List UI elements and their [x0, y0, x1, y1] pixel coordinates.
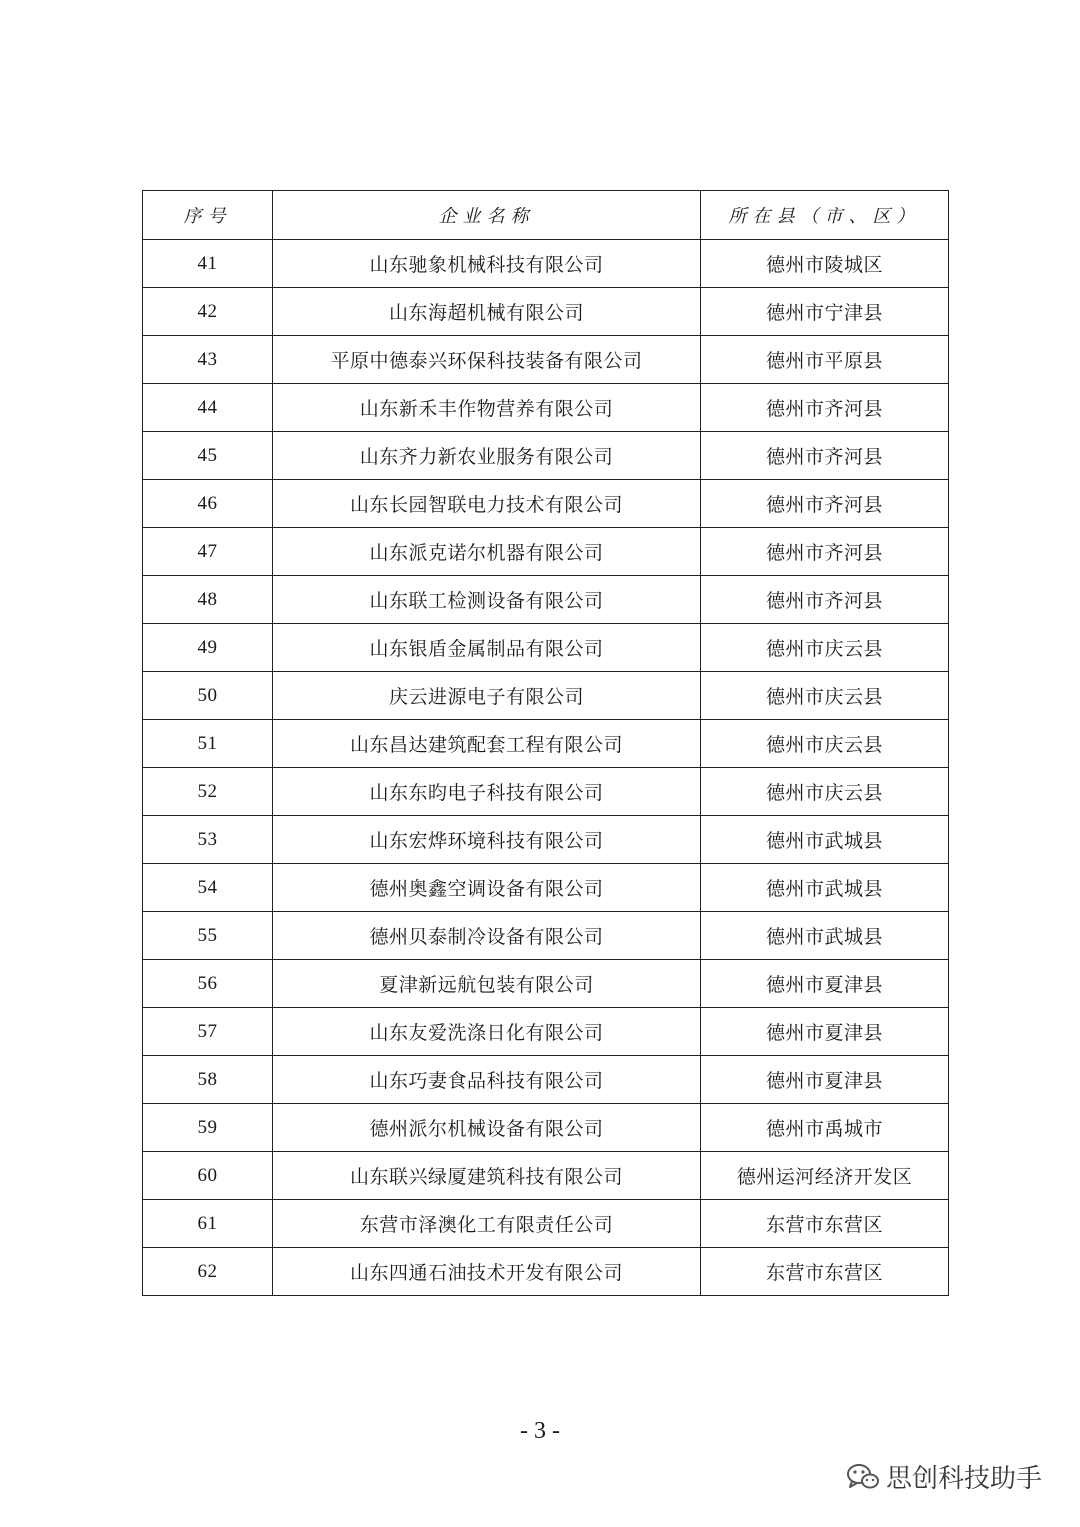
wechat-icon — [846, 1462, 880, 1492]
cell-no: 46 — [143, 480, 273, 528]
cell-no: 58 — [143, 1056, 273, 1104]
cell-location: 德州市夏津县 — [701, 1056, 949, 1104]
cell-location: 德州市夏津县 — [701, 1008, 949, 1056]
table-row — [143, 864, 949, 912]
cell-name: 山东长园智联电力技术有限公司 — [273, 480, 701, 528]
cell-name: 山东齐力新农业服务有限公司 — [273, 432, 701, 480]
cell-location: 德州市齐河县 — [701, 576, 949, 624]
cell-no: 44 — [143, 384, 273, 432]
cell-name: 山东联兴绿厦建筑科技有限公司 — [273, 1152, 701, 1200]
cell-location: 德州市庆云县 — [701, 672, 949, 720]
table-body — [143, 240, 949, 1296]
cell-name: 山东东昀电子科技有限公司 — [273, 768, 701, 816]
table-header-row — [143, 191, 949, 240]
cell-no: 54 — [143, 864, 273, 912]
table-row — [143, 1056, 949, 1104]
cell-location: 德州市武城县 — [701, 816, 949, 864]
watermark — [846, 1458, 1042, 1495]
cell-name: 山东四通石油技术开发有限公司 — [273, 1248, 701, 1296]
table-row — [143, 336, 949, 384]
cell-no: 52 — [143, 768, 273, 816]
table-row — [143, 384, 949, 432]
page-number: - 3 - — [520, 1418, 560, 1444]
cell-location: 德州市齐河县 — [701, 432, 949, 480]
table-row — [143, 768, 949, 816]
cell-location: 德州市齐河县 — [701, 528, 949, 576]
cell-location: 德州市齐河县 — [701, 480, 949, 528]
cell-name: 德州贝泰制冷设备有限公司 — [273, 912, 701, 960]
cell-location: 德州市平原县 — [701, 336, 949, 384]
cell-no: 57 — [143, 1008, 273, 1056]
table-row — [143, 1104, 949, 1152]
table-row — [143, 720, 949, 768]
cell-location: 德州市宁津县 — [701, 288, 949, 336]
table-row — [143, 912, 949, 960]
cell-no: 43 — [143, 336, 273, 384]
cell-name: 平原中德泰兴环保科技装备有限公司 — [273, 336, 701, 384]
table-row — [143, 1152, 949, 1200]
table-row — [143, 624, 949, 672]
cell-name: 山东联工检测设备有限公司 — [273, 576, 701, 624]
table-row — [143, 576, 949, 624]
cell-name: 山东昌达建筑配套工程有限公司 — [273, 720, 701, 768]
cell-name: 东营市泽澳化工有限责任公司 — [273, 1200, 701, 1248]
cell-name: 山东巧妻食品科技有限公司 — [273, 1056, 701, 1104]
cell-location: 德州市庆云县 — [701, 624, 949, 672]
cell-location: 德州市庆云县 — [701, 720, 949, 768]
cell-location: 德州市夏津县 — [701, 960, 949, 1008]
cell-location: 德州市齐河县 — [701, 384, 949, 432]
cell-no: 47 — [143, 528, 273, 576]
cell-no: 51 — [143, 720, 273, 768]
header-location: 所在县（市、区） — [701, 191, 949, 240]
cell-no: 53 — [143, 816, 273, 864]
cell-name: 山东友爱洗涤日化有限公司 — [273, 1008, 701, 1056]
cell-location: 东营市东营区 — [701, 1248, 949, 1296]
cell-no: 48 — [143, 576, 273, 624]
enterprise-table — [142, 190, 949, 1296]
table-row — [143, 816, 949, 864]
table-row — [143, 480, 949, 528]
header-name: 企业名称 — [273, 191, 701, 240]
cell-no: 45 — [143, 432, 273, 480]
cell-location: 德州运河经济开发区 — [701, 1152, 949, 1200]
cell-location: 东营市东营区 — [701, 1200, 949, 1248]
cell-location: 德州市庆云县 — [701, 768, 949, 816]
cell-no: 42 — [143, 288, 273, 336]
cell-no: 41 — [143, 240, 273, 288]
table-row — [143, 432, 949, 480]
cell-name: 山东驰象机械科技有限公司 — [273, 240, 701, 288]
table-row — [143, 288, 949, 336]
table-row — [143, 960, 949, 1008]
cell-no: 62 — [143, 1248, 273, 1296]
cell-no: 59 — [143, 1104, 273, 1152]
cell-name: 德州奥鑫空调设备有限公司 — [273, 864, 701, 912]
cell-no: 60 — [143, 1152, 273, 1200]
cell-location: 德州市陵城区 — [701, 240, 949, 288]
table-row — [143, 672, 949, 720]
cell-name: 德州派尔机械设备有限公司 — [273, 1104, 701, 1152]
watermark-text: 思创科技助手 — [885, 1464, 1042, 1494]
cell-name: 山东银盾金属制品有限公司 — [273, 624, 701, 672]
cell-location: 德州市武城县 — [701, 864, 949, 912]
cell-name: 山东宏烨环境科技有限公司 — [273, 816, 701, 864]
cell-no: 55 — [143, 912, 273, 960]
table-row — [143, 1248, 949, 1296]
table-row — [143, 1008, 949, 1056]
cell-name: 山东派克诺尔机器有限公司 — [273, 528, 701, 576]
cell-no: 61 — [143, 1200, 273, 1248]
table-row — [143, 240, 949, 288]
cell-no: 50 — [143, 672, 273, 720]
cell-name: 山东新禾丰作物营养有限公司 — [273, 384, 701, 432]
cell-name: 山东海超机械有限公司 — [273, 288, 701, 336]
cell-location: 德州市禹城市 — [701, 1104, 949, 1152]
cell-no: 56 — [143, 960, 273, 1008]
header-no: 序号 — [143, 191, 273, 240]
cell-name: 庆云进源电子有限公司 — [273, 672, 701, 720]
cell-location: 德州市武城县 — [701, 912, 949, 960]
table-row — [143, 1200, 949, 1248]
cell-no: 49 — [143, 624, 273, 672]
cell-name: 夏津新远航包装有限公司 — [273, 960, 701, 1008]
table-row — [143, 528, 949, 576]
